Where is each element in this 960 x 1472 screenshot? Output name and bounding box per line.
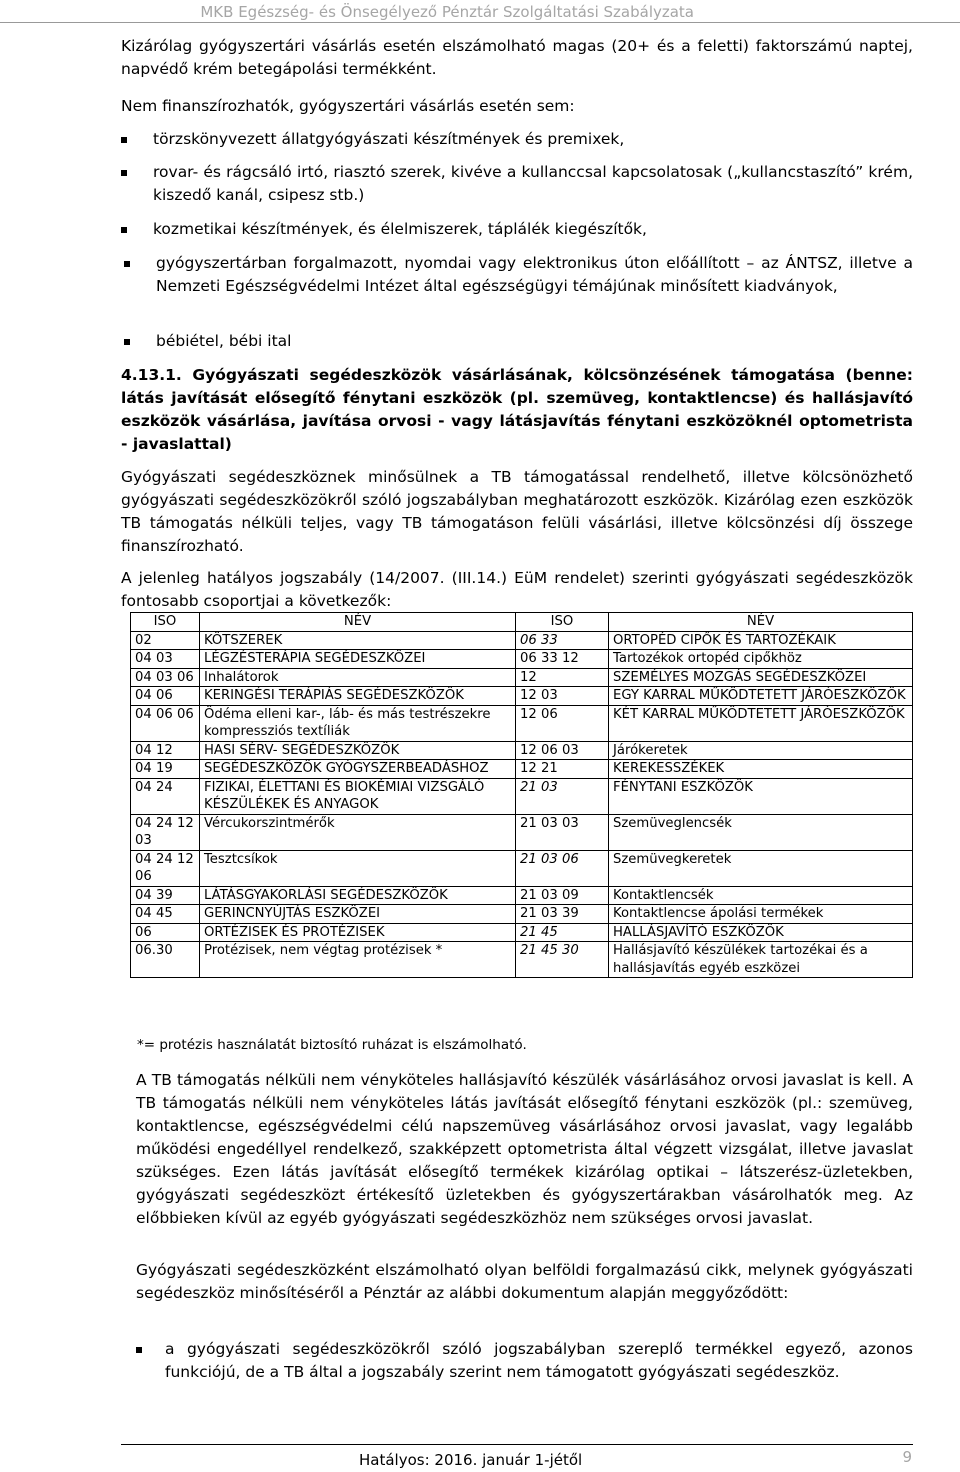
column-header: NÉV — [609, 613, 913, 632]
iso-code-cell: 04 24 12 03 — [131, 814, 200, 850]
bullet-item — [121, 128, 913, 151]
iso-code-cell: 21 45 — [516, 923, 609, 942]
name-cell: SZEMÉLYES MOZGÁS SEGÉDESZKÖZEI — [609, 668, 913, 687]
name-cell: SEGÉDESZKÖZÖK GYÓGYSZERBEADÁSHOZ — [200, 760, 516, 779]
column-header: ISO — [131, 613, 200, 632]
iso-code-cell: 21 03 03 — [516, 814, 609, 850]
iso-code-cell: 12 21 — [516, 760, 609, 779]
after-paragraph-2: Gyógyászati segédeszközként elszámolható olyan belföldi forgalmazású cikk, melynek gyógyászati segédeszköz minősítéséről a Pénztár az alábbi dokumentum alapján meggyőződött: — [136, 1261, 913, 1302]
name-cell: KÉT KARRAL MŰKÖDTETETT JÁRÓESZKÖZÖK — [609, 705, 913, 741]
table-row — [131, 668, 913, 687]
footer-text: Hatályos: 2016. január 1-jétől — [359, 1451, 583, 1469]
intro-paragraph-2: Nem finanszírozhatók, gyógyszertári vásárlás esetén sem: — [121, 97, 575, 115]
iso-code-cell: 04 19 — [131, 760, 200, 779]
iso-code-cell: 12 06 — [516, 705, 609, 741]
bullet-square-icon — [136, 1347, 142, 1353]
bullet-square-icon — [121, 137, 127, 143]
name-cell: KEREKESSZÉKEK — [609, 760, 913, 779]
column-header: ISO — [516, 613, 609, 632]
iso-code-cell: 21 45 30 — [516, 942, 609, 978]
table-row — [131, 705, 913, 741]
iso-code-cell: 04 45 — [131, 905, 200, 924]
header-title: MKB Egészség- és Önsegélyező Pénztár Szolgáltatási Szabályzata — [200, 3, 694, 21]
bullet-text: gyógyszertárban forgalmazott, nyomdai vagy elektronikus úton előállított – az ÁNTSZ, illetve a Nemzeti Egészségvédelmi Intézet által egészségügyi témájúnak minősített kiadványok, — [156, 254, 913, 295]
table-row — [131, 923, 913, 942]
name-cell: EGY KARRAL MŰKÖDTETETT JÁRÓESZKÖZÖK — [609, 687, 913, 706]
bullet-square-icon — [121, 227, 127, 233]
name-cell: Kontaktlencse ápolási termékek — [609, 905, 913, 924]
name-cell: LÉGZÉSTERÁPIA SEGÉDESZKÖZEI — [200, 650, 516, 669]
iso-code-cell: 04 06 — [131, 687, 200, 706]
iso-code-cell: 04 24 — [131, 778, 200, 814]
table-row — [131, 942, 913, 978]
iso-code-cell: 12 — [516, 668, 609, 687]
section-paragraph-1: Gyógyászati segédeszköznek minősülnek a TB támogatással rendelhető, illetve kölcsönözhető gyógyászati segédeszközökről szóló jogszabályban meghatározott eszközök. Kizárólag ezen eszközök TB támogatás nélküli teljes, vagy TB támogatáson felüli vásárlási, illetve kölcsönzési díj összege finanszírozható. — [121, 468, 913, 555]
name-cell: Inhalátorok — [200, 668, 516, 687]
iso-code-cell: 12 03 — [516, 687, 609, 706]
iso-code-cell: 04 12 — [131, 741, 200, 760]
table-header-row — [131, 613, 913, 632]
name-cell: HASI SÉRV- SEGÉDESZKÖZÖK — [200, 741, 516, 760]
name-cell: KERINGÉSI TERÁPIÁS SEGÉDESZKÖZÖK — [200, 687, 516, 706]
bullet-item — [124, 252, 913, 321]
name-cell: KÖTSZEREK — [200, 631, 516, 650]
name-cell: ORTOPÉD CIPŐK ÉS TARTOZÉKAIK — [609, 631, 913, 650]
bullet-item — [124, 330, 913, 353]
bullet-square-icon — [124, 261, 130, 267]
table-row — [131, 650, 913, 669]
iso-code-cell: 06 33 — [516, 631, 609, 650]
name-cell: Ödéma elleni kar-, láb- és más testrészekre kompressziós textíliák — [200, 705, 516, 741]
footer-rule — [121, 1444, 913, 1445]
name-cell: Szemüvegkeretek — [609, 850, 913, 886]
intro-paragraph-1: Kizárólag gyógyszertári vásárlás esetén elszámolható magas (20+ és a feletti) faktorszámú naptej, napvédő krém betegápolási termékként. — [121, 37, 913, 78]
bullet-item — [121, 161, 913, 207]
page-number: 9 — [902, 1448, 912, 1466]
table-row — [131, 778, 913, 814]
table-row — [131, 814, 913, 850]
page-header — [0, 0, 960, 23]
name-cell: FIZIKAI, ÉLETTANI ÉS BIOKÉMIAI VIZSGÁLÓ KÉSZÜLÉKEK ÉS ANYAGOK — [200, 778, 516, 814]
table-row — [131, 886, 913, 905]
table-row — [131, 760, 913, 779]
table-row — [131, 631, 913, 650]
after-paragraph-1: A TB támogatás nélküli nem vényköteles hallásjavító készülék vásárlásához orvosi javaslat is kell. A TB támogatás nélküli nem vényköteles látás javítását elősegítő fénytani eszközök (pl.: szemüveg, kontaktlencse, egészségvédelmi célú napszemüveg vásárlásához orvosi javaslat, vagy legalább működési engedéllyel rendelkező, szakképzett optometrista által végzett vizsgálat, illetve javaslat szükséges. Ezen látás javítását elősegítő termékek kizárólag optikai – látszerész-üzletekben, gyógyászati segédeszközt értékesítő üzletekben és gyógyszertárakban vásárolhatók meg. Az előbbieken kívül az egyéb gyógyászati segédeszközhöz nem szükséges orvosi javaslat. — [136, 1071, 913, 1227]
iso-code-cell: 04 24 12 06 — [131, 850, 200, 886]
name-cell: Hallásjavító készülékek tartozékai és a hallásjavítás egyéb eszközei — [609, 942, 913, 978]
name-cell: Tesztcsíkok — [200, 850, 516, 886]
bullet-item — [136, 1338, 913, 1407]
iso-code-cell: 12 06 03 — [516, 741, 609, 760]
name-cell: ORTÉZISEK ÉS PROTÉZISEK — [200, 923, 516, 942]
iso-code-cell: 04 39 — [131, 886, 200, 905]
bullet-item — [121, 218, 913, 241]
name-cell: LÁTÁSGYAKORLÁSI SEGÉDESZKÖZÖK — [200, 886, 516, 905]
bullet-text: rovar- és rágcsáló irtó, riasztó szerek, kivéve a kullanccsal kapcsolatosak („kullancstaszító” krém, kiszedő kanál, csipesz stb.) — [153, 163, 913, 204]
bullet-square-icon — [121, 170, 127, 176]
bullet-text: törzskönyvezett állatgyógyászati készítmények és premixek, — [153, 130, 625, 148]
iso-code-cell: 06.30 — [131, 942, 200, 978]
bullet-square-icon — [124, 339, 130, 345]
name-cell: GERINCNYÚJTÁS ESZKÖZEI — [200, 905, 516, 924]
name-cell: Kontaktlencsék — [609, 886, 913, 905]
name-cell: FÉNYTANI ESZKÖZÖK — [609, 778, 913, 814]
iso-code-cell: 04 06 06 — [131, 705, 200, 741]
iso-code-cell: 06 33 12 — [516, 650, 609, 669]
iso-code-cell: 06 — [131, 923, 200, 942]
name-cell: Járókeretek — [609, 741, 913, 760]
name-cell: Szemüveglencsék — [609, 814, 913, 850]
name-cell: Tartozékok ortopéd cipőkhöz — [609, 650, 913, 669]
name-cell: Vércukorszintmérők — [200, 814, 516, 850]
table-row — [131, 850, 913, 886]
bullet-text: kozmetikai készítmények, és élelmiszerek, táplálék kiegészítők, — [153, 220, 647, 238]
column-header: NÉV — [200, 613, 516, 632]
iso-code-cell: 21 03 06 — [516, 850, 609, 886]
name-cell: Protézisek, nem végtag protézisek * — [200, 942, 516, 978]
iso-code-cell: 21 03 39 — [516, 905, 609, 924]
bullet-text: a gyógyászati segédeszközökről szóló jogszabályban szereplő termékkel egyező, azonos funkciójú, de a TB által a jogszabály szerint nem támogatott gyógyászati segédeszköz. — [165, 1340, 913, 1381]
iso-code-cell: 04 03 06 — [131, 668, 200, 687]
name-cell: HALLÁSJAVÍTÓ ESZKÖZÖK — [609, 923, 913, 942]
table-row — [131, 741, 913, 760]
iso-code-cell: 21 03 09 — [516, 886, 609, 905]
iso-code-cell: 21 03 — [516, 778, 609, 814]
section-paragraph-2: A jelenleg hatályos jogszabály (14/2007. (III.14.) EüM rendelet) szerinti gyógyászati segédeszközök fontosabb csoportjai a következők: — [121, 569, 913, 610]
table-footnote: *= protézis használatát biztosító ruházat is elszámolható. — [137, 1037, 527, 1053]
table-row — [131, 905, 913, 924]
iso-code-cell: 04 03 — [131, 650, 200, 669]
iso-code-cell: 02 — [131, 631, 200, 650]
table-row — [131, 687, 913, 706]
iso-table — [130, 612, 913, 978]
bullet-text: bébiétel, bébi ital — [156, 332, 292, 350]
section-heading: 4.13.1. Gyógyászati segédeszközök vásárlásának, kölcsönzésének támogatása (benne: látás javítását elősegítő fénytani eszközök (pl. szemüveg, kontaktlencse) és hallásjavító eszközök vásárlása, javítása orvosi - vagy látásjavítás fénytani eszközöknél optometrista - javaslattal) — [121, 366, 913, 453]
